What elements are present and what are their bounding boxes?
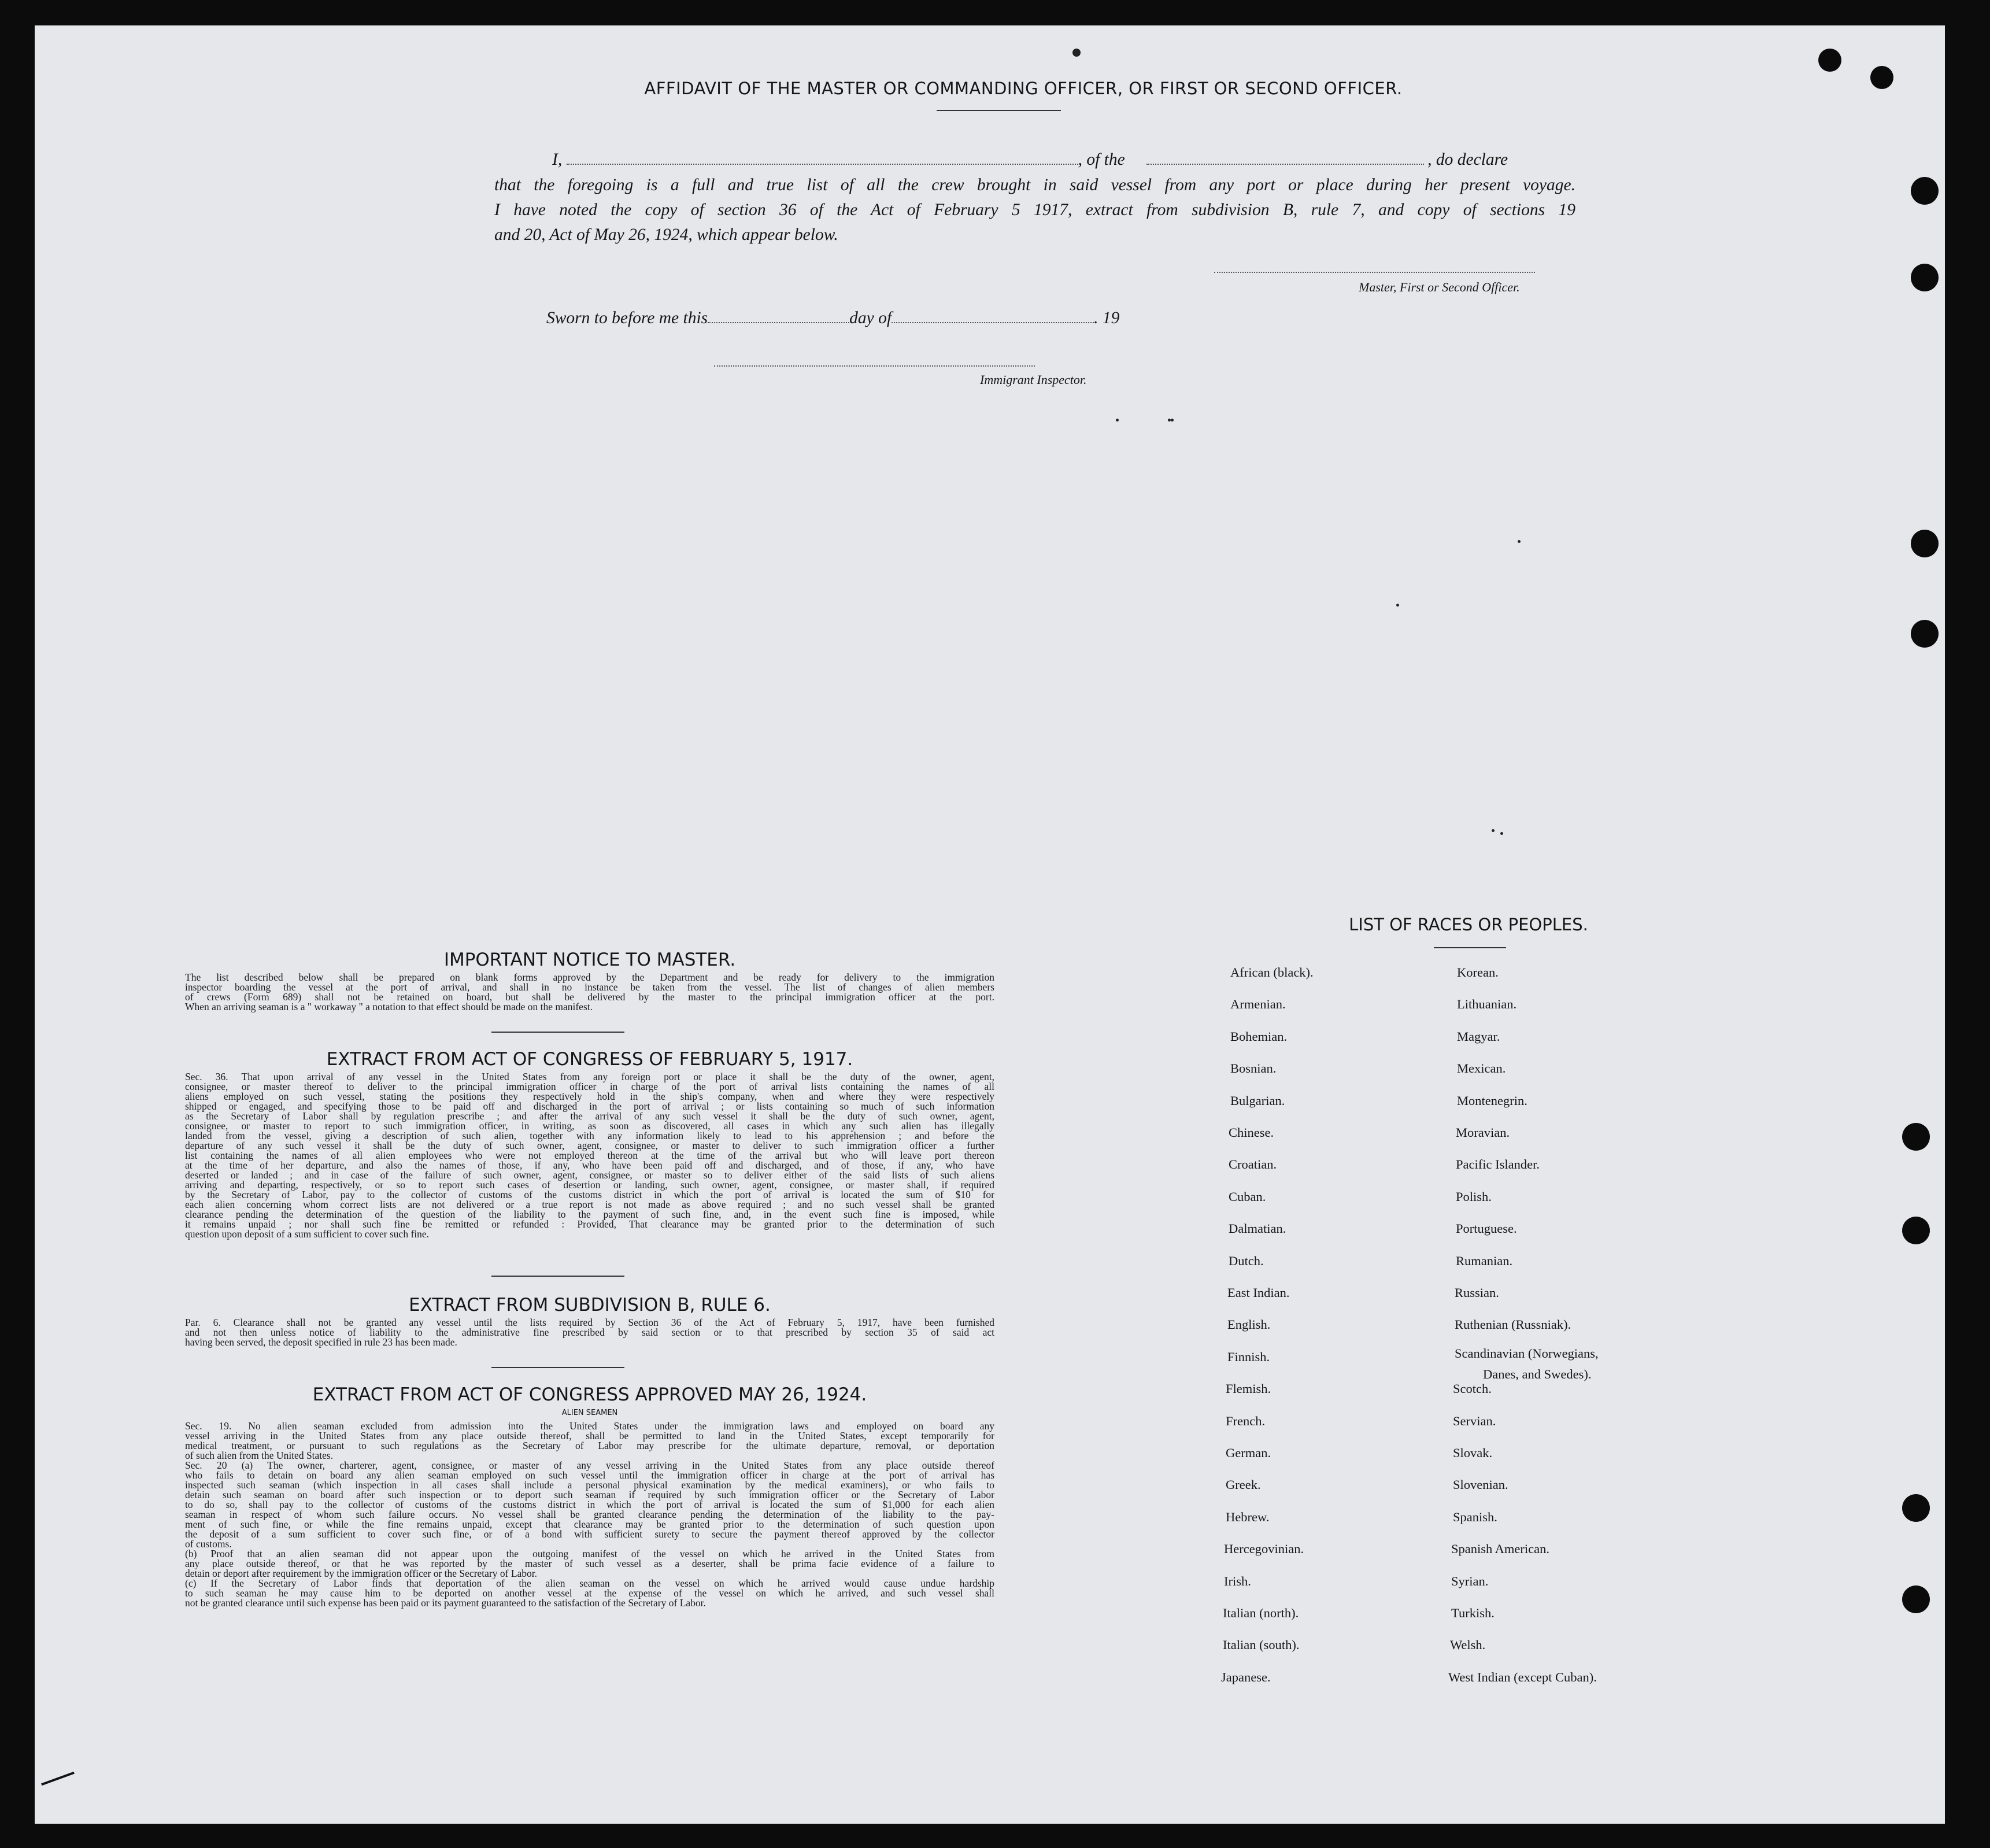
text-line: departure of any such vessel it shall be the duty of such owner, agent, consignee, or master to deliver to such immigration officer a further [185,1140,994,1151]
text-line: to do so, shall pay to the collector of customs of the customs district in which the port of arrival is located the sum of $1,000 for each alien [185,1499,994,1510]
text-line: seaman in respect of whom such failure occurs. No vessel shall be granted clearance pending the determination of the liability to the pay- [185,1509,994,1520]
text-line: (c) If the Secretary of Labor finds that deportation of the alien seaman on the vessel on which he arrived would cause undue hardship [185,1577,994,1589]
speck [1518,540,1521,543]
punch-hole [1818,49,1841,72]
extract-rule-title: EXTRACT FROM SUBDIVISION B, RULE 6. [409,1295,771,1315]
text-line: vessel arriving in the United States from any place outside thereof, shall be permitted to land in the United States, except temporarily for [185,1430,994,1442]
speck [1072,49,1081,57]
affidavit-of-the: , of the [1078,150,1125,169]
text-line: (b) Proof that an alien seaman did not appear upon the outgoing manifest of the vessel on which he arrived in the United States from [185,1548,994,1559]
race-item: Hercegovinian. [1224,1542,1304,1557]
vessel-blank[interactable] [1146,163,1424,165]
affidavit-line-2: that the foregoing is a full and true list of all the crew brought in said vessel from any port or place during her present voyage. [494,176,1575,194]
divider [491,1032,624,1033]
affidavit-line-4: and 20, Act of May 26, 1924, which appear below. [494,226,838,244]
text-line: detain such seaman on board after such inspection or to deport such seaman if required by such immigration officer or the Secretary of Labor [185,1489,994,1500]
notice-text [185,973,994,1012]
race-item: Chinese. [1229,1125,1274,1140]
speck [1171,419,1174,422]
race-item: Ruthenian (Russniak). [1455,1317,1571,1332]
affidavit-do-declare: , do declare [1427,150,1508,169]
name-blank[interactable] [567,163,1078,165]
race-item: Turkish. [1451,1606,1495,1620]
race-item: Magyar. [1457,1029,1500,1044]
punch-hole [1902,1217,1930,1244]
race-item: Lithuanian. [1457,997,1517,1012]
text-line: the deposit of a sum sufficient to cover such fine, or of a bond with sufficient surety to secure the payment thereof approved by the collector [185,1528,994,1540]
race-item: Hebrew. [1226,1509,1270,1524]
race-item: Rumanian. [1456,1253,1513,1268]
punch-hole [1902,1585,1930,1613]
text-line: consignee, or master thereof to deliver to the principal immigration officer in charge of the port of arrival lists containing the names of all [185,1081,994,1092]
race-item: Bulgarian. [1230,1093,1285,1108]
punch-hole [1911,530,1939,557]
punch-hole [1870,66,1893,89]
extract-1917-text [185,1072,994,1239]
day-of-text: day of [849,309,892,327]
race-item: Bosnian. [1230,1061,1277,1076]
speck [1492,829,1495,832]
extract-1924-title: EXTRACT FROM ACT OF CONGRESS APPROVED MAY 26, 1924. [312,1384,867,1405]
extract-1917-title: EXTRACT FROM ACT OF CONGRESS OF FEBRUARY 5, 1917. [326,1049,853,1070]
race-item: Portuguese. [1456,1221,1517,1236]
text-line: inspector boarding the vessel at the port of arrival, and shall in no instance be taken from the vessel. The list of changes of alien members [185,981,994,993]
race-item: Slovak. [1453,1446,1493,1460]
master-signature-line[interactable] [1214,272,1535,273]
affidavit-line-3: I have noted the copy of section 36 of the Act of February 5 1917, extract from subdivision B, rule 7, and copy of sections 19 [494,201,1575,219]
race-item: Pacific Islander. [1456,1157,1540,1172]
speck [1500,832,1503,835]
text-line: and not then unless notice of liability to the administrative fine prescribed by said section or to that prescribed by section 35 of said act [185,1326,994,1338]
text-line: inspected such seaman (which inspection in all cases shall include a personal physical examination by the medical examiners), or who fails to [185,1479,994,1491]
text-line: of customs. [185,1538,232,1550]
affidavit-line-1 [552,147,1575,172]
race-item: Japanese. [1221,1669,1271,1684]
races-title-underline [1434,947,1506,948]
race-item: Spanish. [1453,1509,1497,1524]
text-line: shipped or engaged, and specifying those to be paid off and discharged in the port of arrival ; or lists containing so much of such information [185,1100,994,1112]
race-item: Italian (north). [1223,1606,1299,1620]
notice-title: IMPORTANT NOTICE TO MASTER. [443,949,736,970]
affidavit-title: AFFIDAVIT OF THE MASTER OR COMMANDING OFFICER, OR FIRST OR SECOND OFFICER. [644,79,1403,98]
race-item: Syrian. [1451,1573,1489,1588]
sworn-line [546,305,1182,331]
text-line: question upon deposit of a sum sufficient to cover such fine. [185,1228,430,1240]
document-page [35,25,1945,1824]
race-item: Cuban. [1229,1189,1266,1204]
race-item: Greek. [1226,1477,1261,1492]
race-item: Moravian. [1456,1125,1510,1140]
text-line: The list described below shall be prepared on blank forms approved by the Department and be ready for delivery to the immigration [185,971,994,983]
text-line: consignee, or master to report to such immigration officer, in writing, as soon as discovered, all cases in which any such alien has illegally [185,1120,994,1132]
race-item: Scandinavian (Norwegians, [1455,1346,1599,1361]
race-item: Bohemian. [1230,1029,1288,1044]
sworn-text: Sworn to before me this [546,309,708,327]
race-item: Croatian. [1229,1157,1277,1172]
race-item: Irish. [1224,1573,1251,1588]
race-item: Scotch. [1453,1381,1492,1396]
text-line: list containing the names of all alien employees who were not employed thereon at the time of the arrival but who will leave port thereon [185,1150,994,1161]
race-item: Korean. [1457,965,1499,980]
extract-1924-text [185,1421,994,1608]
inspector-signature-line[interactable] [714,365,1035,367]
text-line: detain or deport after requirement by the immigration officer or the Secretary of Labor. [185,1568,538,1579]
pen-mark [41,1772,75,1786]
race-item: Spanish American. [1451,1542,1549,1557]
affidavit-i: I, [552,150,563,169]
race-item: Polish. [1456,1189,1492,1204]
race-item: Mexican. [1457,1061,1506,1076]
text-line: aliens employed on such vessel, stating the positions they respectively hold in the ship's company, when and where they were respectively [185,1091,994,1102]
text-line: who fails to detain on board any alien seaman employed on such vessel until the immigration officer in charge at the port of arrival has [185,1469,994,1481]
text-line: any place outside thereof, or that he was reported by the master of such vessel as a deserter, shall be prima facie evidence of a failure to [185,1558,994,1569]
text-line: of such alien from the United States. [185,1450,334,1461]
speck [1116,419,1119,422]
text-line: deserted or landed ; and in case of the failure of such owner, agent, consignee, or master so to deliver either of the said lists of such aliens [185,1169,994,1181]
race-item: Montenegrin. [1457,1093,1527,1108]
title-underline [937,110,1061,111]
text-line: each alien concerning whom correct lists are not delivered or a true report is not made as above required ; and no such vessel shall be granted [185,1199,994,1210]
alien-seamen-subtitle: ALIEN SEAMEN [561,1409,618,1417]
race-item: East Indian. [1227,1285,1290,1300]
race-item: Welsh. [1450,1638,1486,1653]
text-line: by the Secretary of Labor, pay to the collector of customs of the customs district in which the port of arrival is located the sum of $10 for [185,1189,994,1200]
punch-hole [1911,620,1939,648]
text-line: arriving and departing, respectively, or so to report such cases of desertion or landing, such owner, agent, consignee, or master shall, if required [185,1179,994,1191]
day-blank[interactable] [708,321,849,323]
punch-hole [1911,264,1939,291]
race-item: Dalmatian. [1229,1221,1286,1236]
races-title: LIST OF RACES OR PEOPLES. [1349,915,1588,934]
text-line: of crews (Form 689) shall not be retained on board, but shall be delivered by the master to the principal immigration officer at the port. [185,991,994,1003]
race-item: West Indian (except Cuban). [1448,1669,1597,1684]
text-line: it remains unpaid ; nor shall such fine be remitted or refunded : Provided, That clearance may be granted prior to the determination of such [185,1218,994,1230]
text-line: having been served, the deposit specified in rule 23 has been made. [185,1336,457,1348]
master-signature-caption: Master, First or Second Officer. [1359,280,1520,294]
race-item: Slovenian. [1453,1477,1508,1492]
race-item: German. [1226,1446,1271,1460]
text-line: landed from the vessel, giving a description of such alien, together with any information likely to lead to his apprehension ; and before the [185,1130,994,1141]
race-item: Servian. [1453,1413,1496,1428]
text-line: not be granted clearance until such expense has been paid or its payment guaranteed to the satisfaction of the Secretary of Labor. [185,1597,706,1609]
punch-hole [1902,1494,1930,1522]
race-item: African (black). [1230,965,1314,980]
divider [491,1276,624,1277]
divider [491,1367,624,1368]
text-line: to such seaman he may cause him to be deported on another vessel at the expense of the vessel on which he arrived, and such vessel shall [185,1587,994,1599]
month-blank[interactable] [892,321,1094,323]
text-line: Sec. 36. That upon arrival of any vessel in the United States from any foreign port or place it shall be the duty of the owner, agent, [185,1071,994,1082]
text-line: as the Secretary of Labor shall by regulation prescribe ; and after the arrival of any such vessel it shall be the duty of such owner, agent, [185,1110,994,1122]
race-item: Flemish. [1226,1381,1271,1396]
text-line: When an arriving seaman is a " workaway " a notation to that effect should be made on the manifest. [185,1001,593,1012]
inspector-signature-caption: Immigrant Inspector. [980,372,1087,387]
race-item: Armenian. [1230,997,1286,1012]
extract-rule-text [185,1318,994,1347]
speck [1396,604,1399,607]
race-item: French. [1226,1413,1266,1428]
punch-hole [1902,1123,1930,1151]
punch-hole [1911,177,1939,205]
race-item: Finnish. [1227,1349,1270,1364]
text-line: Par. 6. Clearance shall not be granted any vessel until the lists required by Section 36 of the Act of February 5, 1917, have been furnished [185,1317,994,1328]
race-item: Italian (south). [1223,1638,1300,1653]
text-line: Sec. 20 (a) The owner, charterer, agent, consignee, or master of any vessel arriving in the United States from any place outside thereof [185,1459,994,1471]
race-item: Dutch. [1229,1253,1264,1268]
race-item: Russian. [1455,1285,1499,1300]
text-line: medical treatment, or pursuant to such regulations as the Secretary of Labor may prescribe for the ultimate departure, removal, or deportation [185,1440,994,1451]
race-item: Danes, and Swedes). [1483,1367,1592,1381]
text-line: clearance pending the determination of the question of the liability to the payment of such fine, and, in the event such fine is imposed, while [185,1208,994,1220]
text-line: ment of such fine, or while the fine remains unpaid, except that clearance may be granted prior to the determination of such question upon [185,1518,994,1530]
year-text: . 19 [1094,309,1120,327]
text-line: Sec. 19. No alien seaman excluded from admission into the United States under the immigration laws and employed on board any [185,1420,994,1432]
text-line: at the time of her departure, and also the names of those, if any, who have been paid off and discharged, and of those, if any, who have [185,1159,994,1171]
race-item: English. [1227,1317,1271,1332]
